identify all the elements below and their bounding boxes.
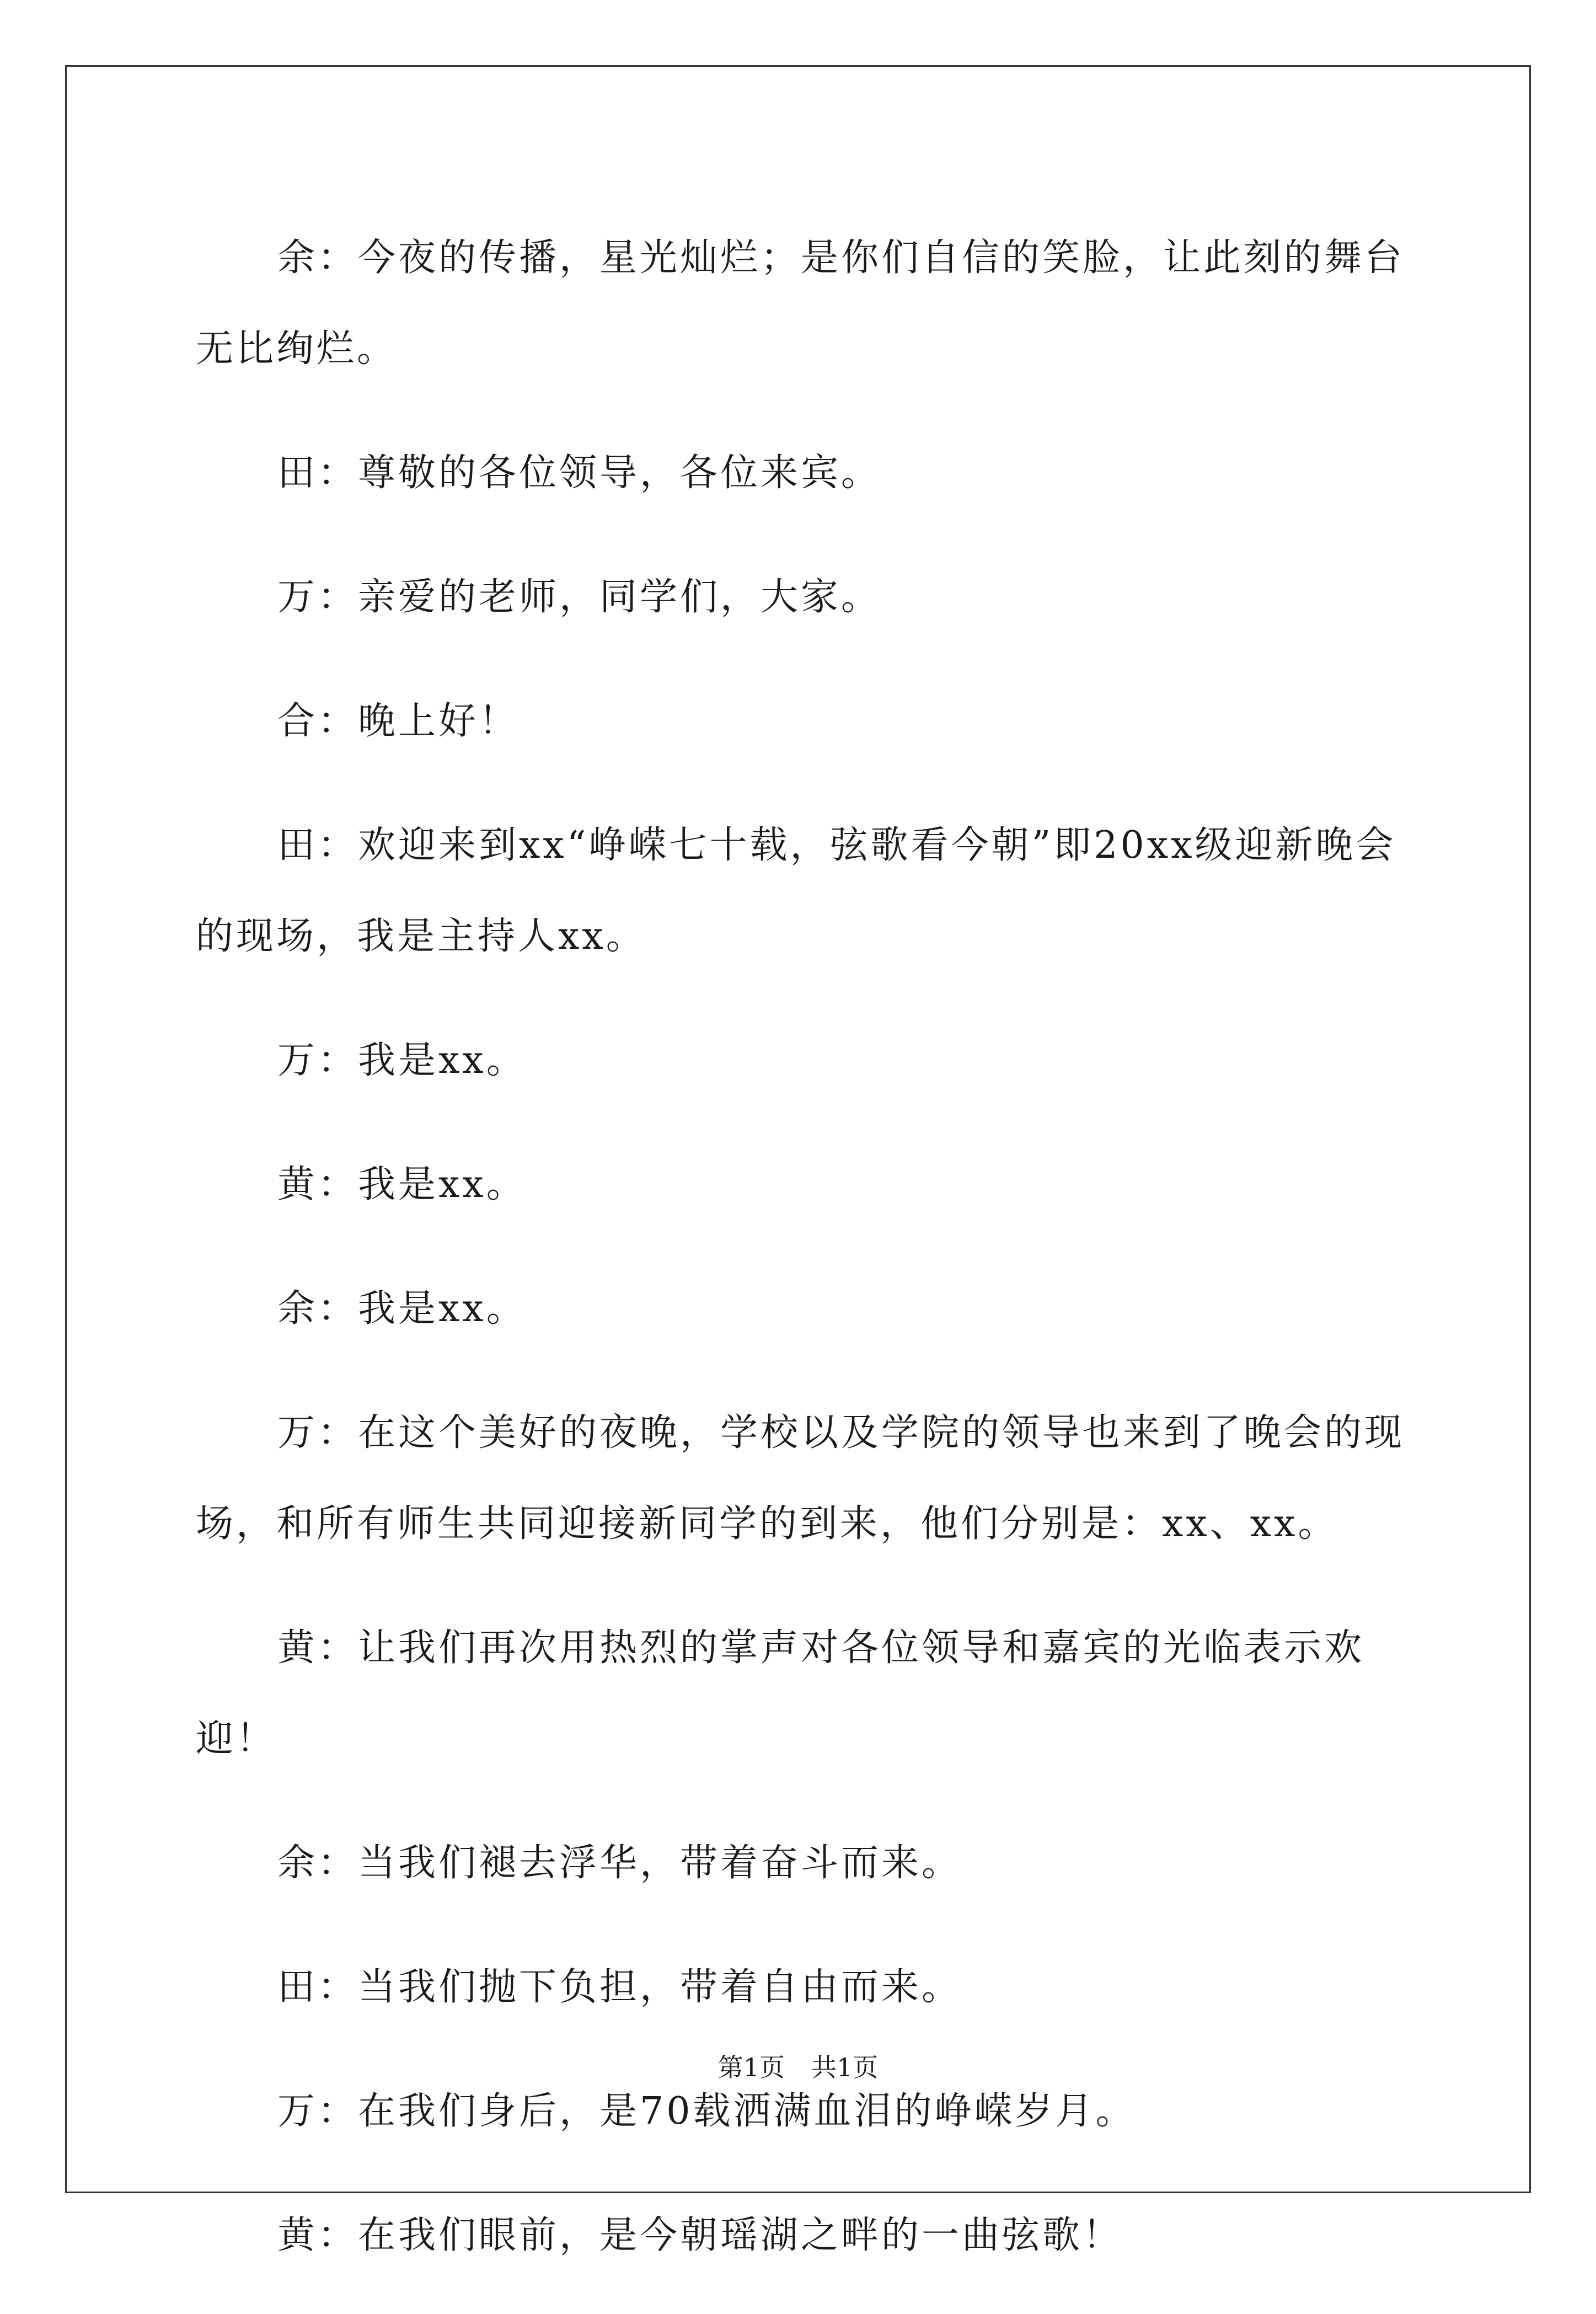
paragraph: 黄：在我们眼前，是今朝瑶湖之畔的一曲弦歌！ [277,2214,1123,2257]
paragraph: 合：晚上好！ [277,699,519,743]
paragraph: 田：欢迎来到xx“峥嵘七十载，弦歌看今朝”即20xx级迎新晚会的现场，我是主持人xx。 [196,824,1396,958]
paragraph: 黄：让我们再次用热烈的掌声对各位领导和嘉宾的光临表示欢迎！ [196,1626,1365,1761]
paragraph: 万：在我们身后，是70载洒满血泪的峥嵘岁月。 [277,2089,1136,2133]
page-footer [0,2051,1596,2084]
paragraph: 余：我是xx。 [277,1287,527,1330]
paragraph: 田：当我们抛下负担，带着自由而来。 [277,1965,962,2009]
paragraph: 万：我是xx。 [277,1039,527,1082]
paragraph: 万：在这个美好的夜晚，学校以及学院的领导也来到了晚会的现场，和所有师生共同迎接新同学的到来，他们分别是：xx、xx。 [196,1411,1405,1546]
paragraph: 万：亲爱的老师，同学们，大家。 [277,575,882,619]
paragraph: 余：当我们褪去浮华，带着奋斗而来。 [277,1841,962,1885]
page-number-current: 第1页 [717,2053,785,2082]
document-body [196,212,1426,2314]
paragraph: 余：今夜的传播，星光灿烂；是你们自信的笑脸，让此刻的舞台无比绚烂。 [196,236,1405,371]
page-number-total: 共1页 [811,2053,879,2082]
paragraph: 田：尊敬的各位领导，各位来宾。 [277,451,882,495]
paragraph: 黄：我是xx。 [277,1163,527,1206]
